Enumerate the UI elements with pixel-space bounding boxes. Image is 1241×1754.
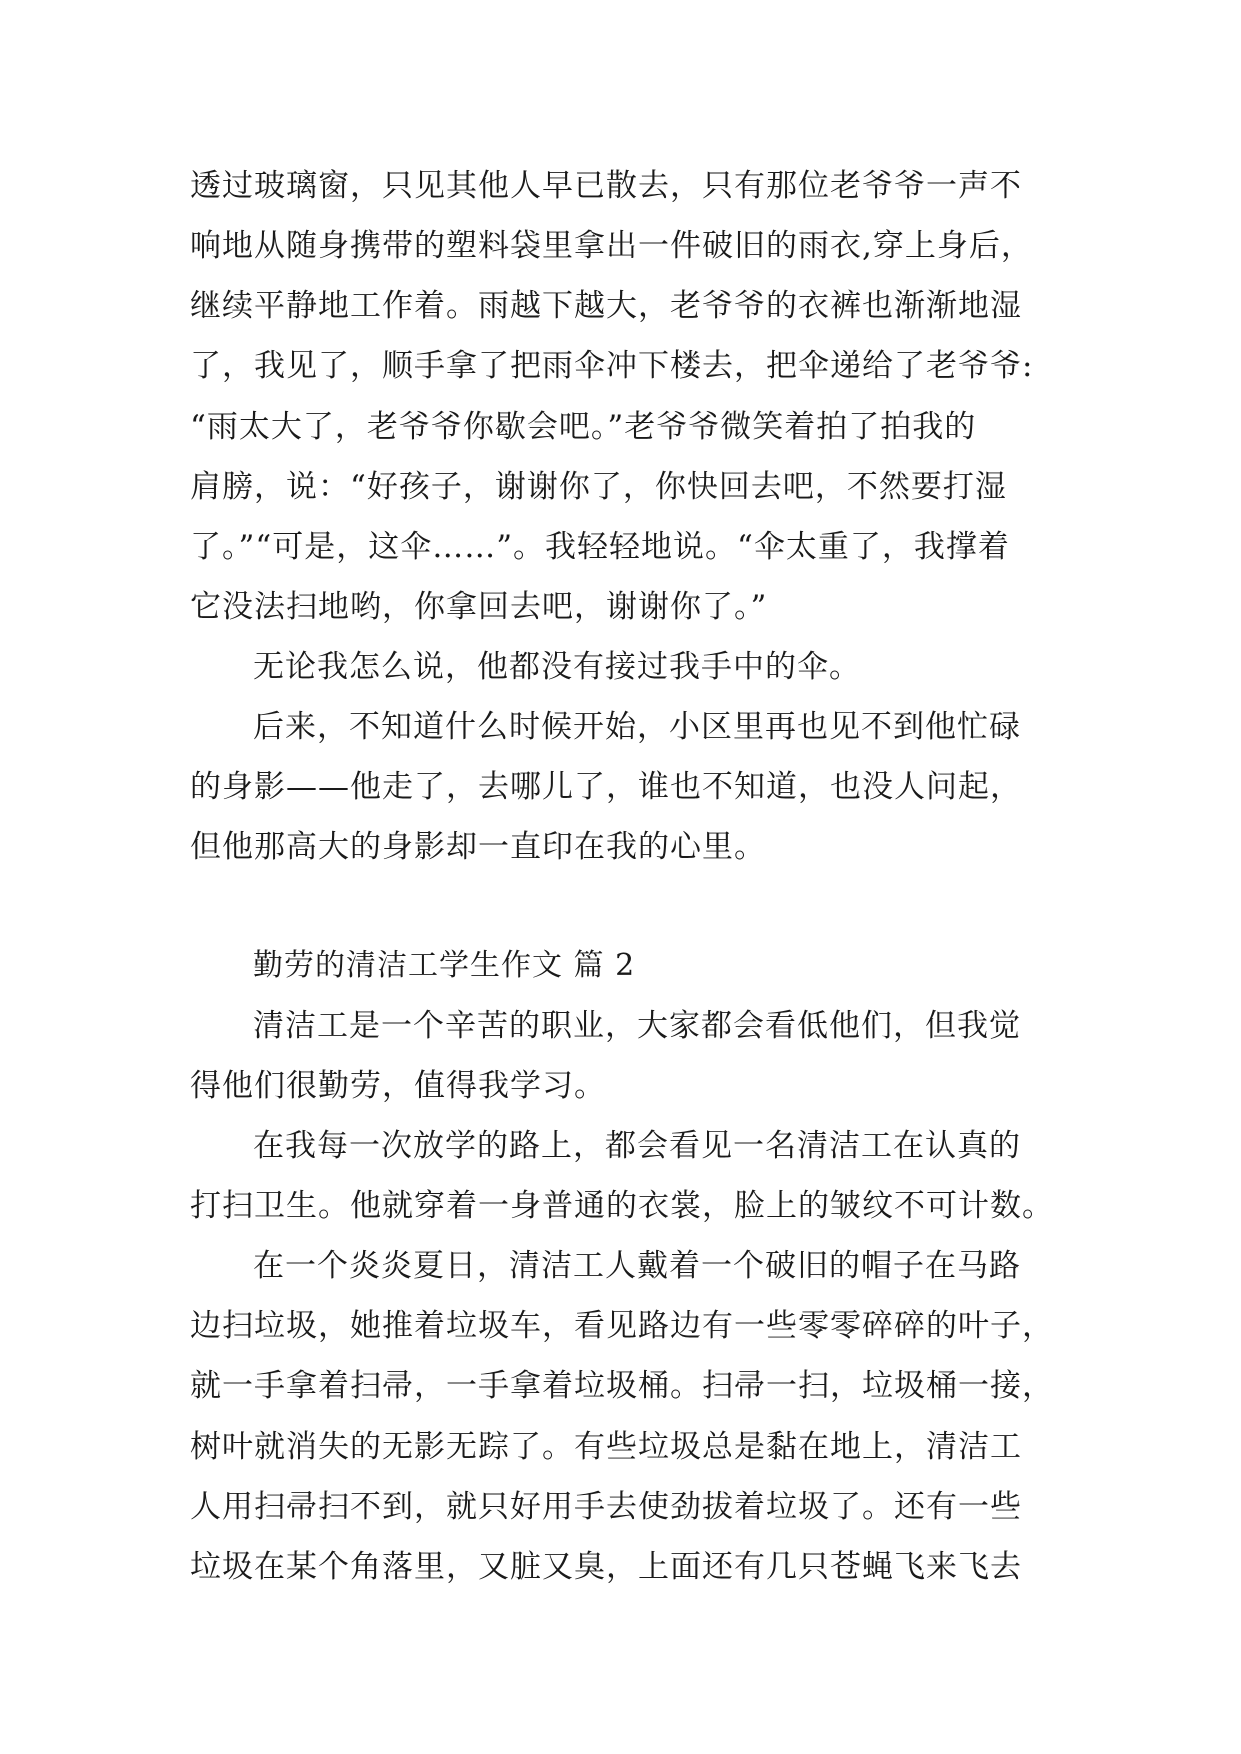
paragraph-line: 它没法扫地哟，你拿回去吧，谢谢你了。” <box>190 589 768 625</box>
paragraph-line: 的身影——他走了，去哪儿了，谁也不知道，也没人问起， <box>190 769 1022 805</box>
paragraph-line: 响地从随身携带的塑料袋里拿出一件破旧的雨衣,穿上身后， <box>190 228 1033 264</box>
paragraph-line: 肩膀，说：“好孩子，谢谢你了，你快回去吧，不然要打湿 <box>190 469 1007 505</box>
paragraph-line: 但他那高大的身影却一直印在我的心里。 <box>190 829 766 865</box>
paragraph-line: 在我每一次放学的路上，都会看见一名清洁工在认真的 <box>253 1128 1021 1164</box>
paragraph-line: 就一手拿着扫帚，一手拿着垃圾桶。扫帚一扫，垃圾桶一接， <box>190 1368 1054 1404</box>
paragraph-line: 人用扫帚扫不到，就只好用手去使劲拔着垃圾了。还有一些 <box>190 1489 1022 1525</box>
paragraph-line: 了，我见了，顺手拿了把雨伞冲下楼去，把伞递给了老爷爷: <box>190 348 1034 384</box>
paragraph-line: 在一个炎炎夏日，清洁工人戴着一个破旧的帽子在马路 <box>253 1248 1021 1284</box>
paragraph-line: 清洁工是一个辛苦的职业，大家都会看低他们，但我觉 <box>253 1008 1021 1044</box>
paragraph-line: 了。”“可是，这伞……”。我轻轻地说。“伞太重了，我撑着 <box>190 529 1010 565</box>
section-heading: 勤劳的清洁工学生作文 篇 2 <box>253 948 636 983</box>
paragraph-line: “雨太大了，老爷爷你歇会吧。”老爷爷微笑着拍了拍我的 <box>190 409 977 445</box>
paragraph-line: 边扫垃圾，她推着垃圾车，看见路边有一些零零碎碎的叶子， <box>190 1308 1054 1344</box>
paragraph-line: 继续平静地工作着。雨越下越大，老爷爷的衣裤也渐渐地湿 <box>190 288 1022 324</box>
paragraph-line: 树叶就消失的无影无踪了。有些垃圾总是黏在地上，清洁工 <box>190 1429 1022 1465</box>
paragraph-line: 无论我怎么说，他都没有接过我手中的伞。 <box>253 649 861 685</box>
paragraph-line: 打扫卫生。他就穿着一身普通的衣裳，脸上的皱纹不可计数。 <box>190 1188 1054 1224</box>
paragraph-line: 后来，不知道什么时候开始，小区里再也见不到他忙碌 <box>253 709 1021 745</box>
paragraph-line: 透过玻璃窗，只见其他人早已散去，只有那位老爷爷一声不 <box>190 168 1022 204</box>
paragraph-line: 垃圾在某个角落里，又脏又臭，上面还有几只苍蝇飞来飞去 <box>190 1549 1022 1585</box>
paragraph-line: 得他们很勤劳，值得我学习。 <box>190 1068 606 1104</box>
